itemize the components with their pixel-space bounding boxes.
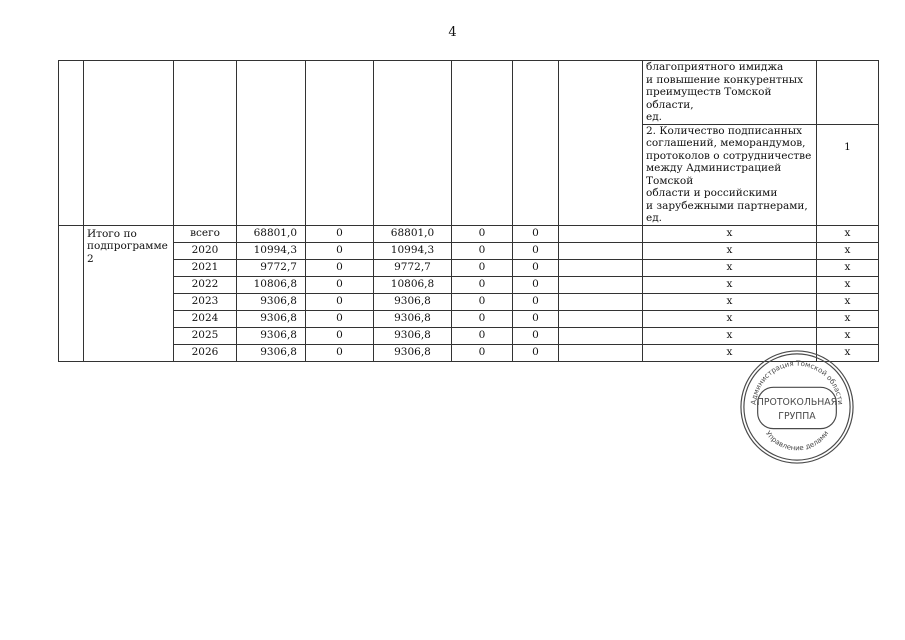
cell-reg: 9772,7	[374, 259, 452, 276]
cell-reg: 9306,8	[374, 344, 452, 361]
cell-x1: x	[643, 276, 817, 293]
cell-fed: 0	[306, 259, 374, 276]
cell-x2: x	[817, 259, 879, 276]
cell-x2: x	[817, 242, 879, 259]
cell-year: всего	[174, 225, 237, 242]
cell-reg: 68801,0	[374, 225, 452, 242]
cell-total: 10806,8	[237, 276, 306, 293]
cell-other: 0	[513, 242, 559, 259]
cell-loc: 0	[452, 310, 513, 327]
stamp-line-2: ГРУППА	[778, 410, 816, 422]
cell-total: 68801,0	[237, 225, 306, 242]
table-row	[59, 61, 879, 125]
table-row	[59, 310, 879, 327]
table-row	[59, 327, 879, 344]
cell-loc: 0	[452, 242, 513, 259]
cell-reg: 10806,8	[374, 276, 452, 293]
cell-fed: 0	[306, 327, 374, 344]
cell-total: 9306,8	[237, 327, 306, 344]
cell-reg: 10994,3	[374, 242, 452, 259]
page-number: 4	[448, 25, 457, 40]
indicator-cell: благоприятного имиджа и повышение конкурентных преимуществ Томской области, ед.	[643, 61, 817, 125]
table-row	[59, 259, 879, 276]
cell-loc: 0	[452, 225, 513, 242]
cell-total: 9306,8	[237, 293, 306, 310]
protocol-group-stamp	[738, 348, 856, 466]
cell-fed: 0	[306, 276, 374, 293]
stamp-line-1: ПРОТОКОЛЬНАЯ	[756, 397, 838, 409]
stamp-outer-text: Администрация Томской области	[748, 358, 846, 406]
cell-x2: x	[817, 225, 879, 242]
cell-total: 9306,8	[237, 344, 306, 361]
cell-other: 0	[513, 276, 559, 293]
cell-x1: x	[643, 327, 817, 344]
stamp-bottom-text: Управление делами	[763, 428, 831, 453]
cell-year: 2020	[174, 242, 237, 259]
cell-x1: x	[643, 293, 817, 310]
cell-year: 2026	[174, 344, 237, 361]
table-row	[59, 225, 879, 242]
cell-total: 10994,3	[237, 242, 306, 259]
cell-year: 2022	[174, 276, 237, 293]
table-row	[59, 242, 879, 259]
cell-x1: x	[643, 310, 817, 327]
indicator-cell: 2. Количество подписанных соглашений, меморандумов, протоколов о сотрудничестве между Администрацией Томской области и российскими и зарубежными партнерами, ед.	[643, 124, 817, 225]
cell-x1: x	[643, 225, 817, 242]
cell-x2: x	[817, 276, 879, 293]
budget-table	[58, 60, 879, 362]
cell-loc: 0	[452, 327, 513, 344]
cell-x1: x	[643, 242, 817, 259]
cell-total: 9306,8	[237, 310, 306, 327]
cell-year: 2025	[174, 327, 237, 344]
cell-other: 0	[513, 327, 559, 344]
cell-reg: 9306,8	[374, 310, 452, 327]
cell-x2: x	[817, 293, 879, 310]
cell-fed: 0	[306, 344, 374, 361]
indicator-value: 1	[817, 124, 879, 225]
cell-other: 0	[513, 293, 559, 310]
cell-x2: x	[817, 327, 879, 344]
cell-year: 2024	[174, 310, 237, 327]
cell-other: 0	[513, 259, 559, 276]
table-body	[59, 61, 879, 362]
cell-x2: x	[817, 310, 879, 327]
cell-fed: 0	[306, 242, 374, 259]
table-row	[59, 276, 879, 293]
cell-fed: 0	[306, 293, 374, 310]
cell-x2: x	[817, 344, 879, 361]
cell-other: 0	[513, 225, 559, 242]
subprogram-total-label: Итого по подпрограмме 2	[84, 225, 174, 361]
cell-loc: 0	[452, 344, 513, 361]
cell-x1: x	[643, 344, 817, 361]
cell-total: 9772,7	[237, 259, 306, 276]
cell-loc: 0	[452, 276, 513, 293]
cell-year: 2021	[174, 259, 237, 276]
indicator-value	[817, 61, 879, 125]
cell-other: 0	[513, 344, 559, 361]
cell-reg: 9306,8	[374, 327, 452, 344]
cell-reg: 9306,8	[374, 293, 452, 310]
cell-loc: 0	[452, 293, 513, 310]
cell-x1: x	[643, 259, 817, 276]
cell-fed: 0	[306, 225, 374, 242]
cell-loc: 0	[452, 259, 513, 276]
cell-other: 0	[513, 310, 559, 327]
cell-year: 2023	[174, 293, 237, 310]
cell-fed: 0	[306, 310, 374, 327]
table-row	[59, 293, 879, 310]
